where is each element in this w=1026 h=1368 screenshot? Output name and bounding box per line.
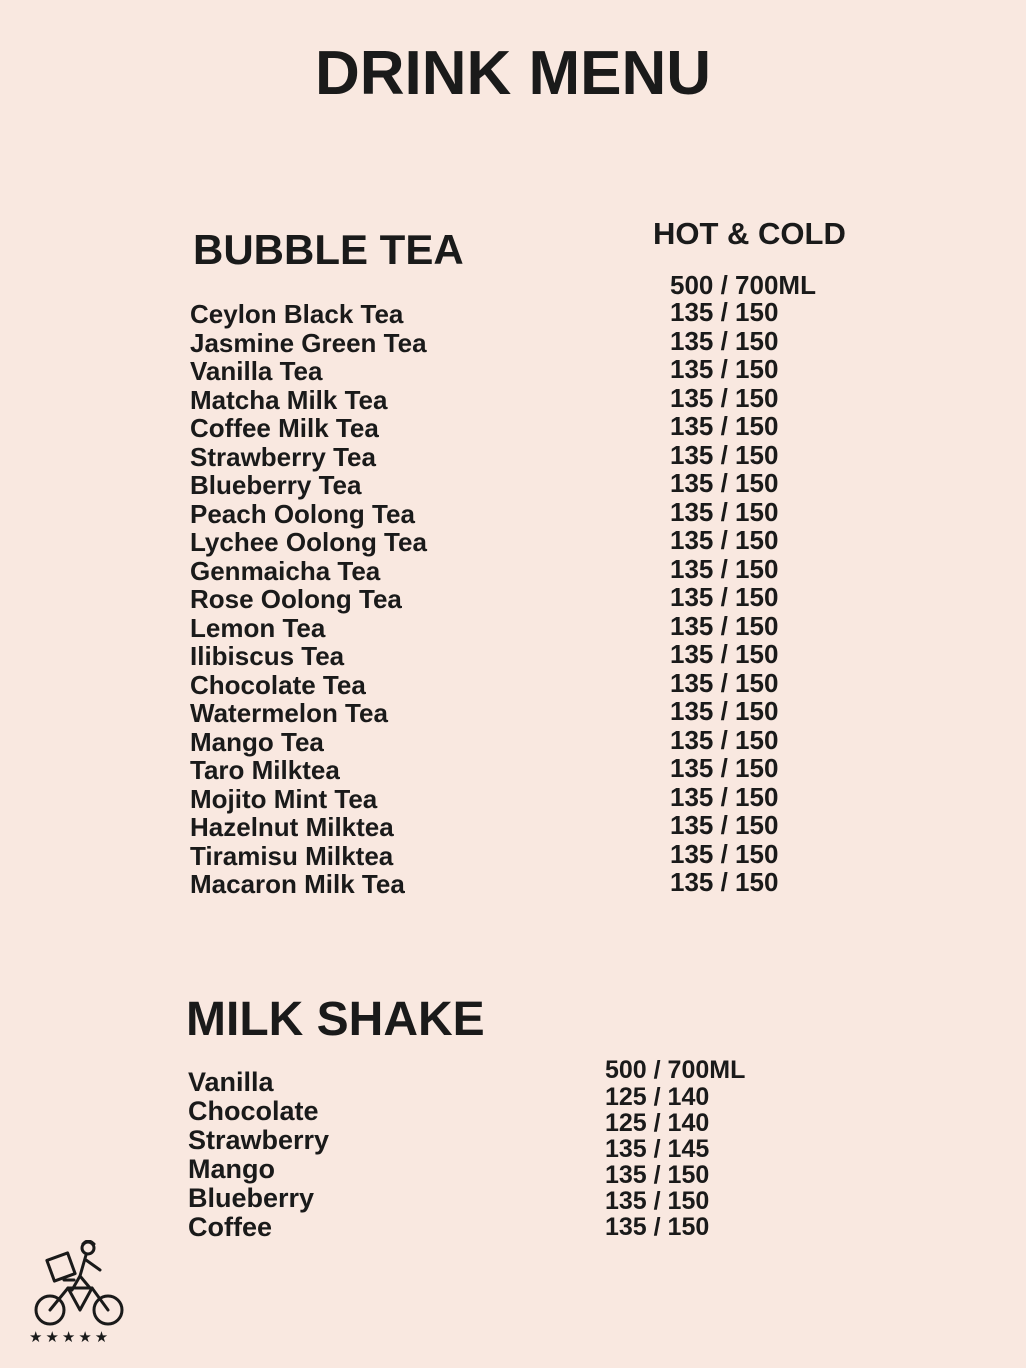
bubble-tea-price: 135 / 150: [670, 696, 779, 726]
bubble-tea-price: 135 / 150: [670, 297, 779, 327]
bubble-tea-name: Lychee Oolong Tea: [190, 527, 427, 557]
bubble-tea-name: Mango Tea: [190, 726, 324, 757]
bubble-tea-price: 135 / 150: [670, 753, 779, 783]
bubble-tea-name: Chocolate Tea: [190, 669, 366, 700]
bubble-tea-price: 135 / 150: [670, 468, 779, 498]
bubble-tea-name: Ilibiscus Tea: [190, 641, 345, 671]
bubble-tea-name: Macaron Milk Tea: [190, 869, 405, 899]
bubble-tea-price: 135 / 150: [670, 411, 779, 441]
bubble-tea-name-list: [190, 300, 427, 899]
milk-shake-price: 135 / 145: [605, 1135, 710, 1163]
milk-shake-price-list: [605, 1084, 709, 1240]
bubble-tea-price: 135 / 150: [670, 781, 779, 812]
bubble-tea-price: 135 / 150: [670, 553, 779, 584]
milk-shake-heading: MILK SHAKE: [186, 993, 485, 1046]
bubble-tea-price: 135 / 150: [670, 496, 779, 527]
milk-shake-price: 135 / 150: [605, 1187, 710, 1215]
bubble-tea-price: 135 / 150: [670, 354, 779, 384]
bubble-tea-name: Rose Oolong Tea: [190, 584, 402, 614]
milk-shake-size-label: 500 / 700ML: [605, 1056, 746, 1084]
bubble-tea-name: Vanilla Tea: [190, 356, 323, 386]
bubble-tea-price: 135 / 150: [670, 525, 779, 555]
bubble-tea-price: 135 / 150: [670, 867, 779, 897]
rating-stars: ★★★★★: [29, 1329, 112, 1346]
bubble-tea-name: Taro Milktea: [190, 755, 340, 785]
bubble-tea-name: Watermelon Tea: [190, 698, 388, 728]
bubble-tea-price: 135 / 150: [670, 724, 779, 755]
milk-shake-name: Coffee: [188, 1212, 273, 1242]
bubble-tea-name: Matcha Milk Tea: [190, 384, 388, 415]
bubble-tea-price: 135 / 150: [670, 439, 779, 470]
bubble-tea-heading: BUBBLE TEA: [193, 226, 464, 273]
hot-cold-header: HOT & COLD: [653, 216, 846, 251]
bubble-tea-name: Tiramisu Milktea: [190, 840, 394, 871]
milk-shake-price: 125 / 140: [605, 1083, 710, 1111]
milk-shake-name: Blueberry: [188, 1183, 315, 1213]
milk-shake-name-list: [188, 1068, 329, 1242]
bubble-tea-name: Peach Oolong Tea: [190, 498, 415, 529]
milk-shake-name: Mango: [188, 1154, 275, 1184]
milk-shake-name: Vanilla: [188, 1067, 274, 1097]
bubble-tea-price: 135 / 150: [670, 582, 779, 612]
bubble-tea-name: Lemon Tea: [190, 612, 326, 643]
milk-shake-price: 135 / 150: [605, 1161, 710, 1189]
bubble-tea-price: 135 / 150: [670, 325, 779, 356]
bubble-tea-price: 135 / 150: [670, 838, 779, 869]
bubble-tea-price: 135 / 150: [670, 639, 779, 669]
bubble-tea-price: 135 / 150: [670, 610, 779, 641]
bubble-tea-price: 135 / 150: [670, 667, 779, 698]
milk-shake-name: Chocolate: [188, 1096, 319, 1126]
bubble-tea-name: Mojito Mint Tea: [190, 783, 378, 814]
milk-shake-name: Strawberry: [188, 1125, 330, 1155]
bubble-tea-name: Blueberry Tea: [190, 470, 362, 500]
bubble-tea-name: Strawberry Tea: [190, 441, 376, 472]
bubble-tea-name: Ceylon Black Tea: [190, 299, 404, 329]
bubble-tea-name: Coffee Milk Tea: [190, 413, 379, 443]
bubble-tea-name: Jasmine Green Tea: [190, 327, 427, 358]
bubble-tea-name: Hazelnut Milktea: [190, 812, 394, 842]
bubble-tea-price-list: [670, 298, 778, 897]
milk-shake-price: 125 / 140: [605, 1109, 710, 1137]
bubble-tea-name: Genmaicha Tea: [190, 555, 381, 586]
page-title: DRINK MENU: [314, 39, 712, 108]
bubble-tea-price: 135 / 150: [670, 382, 779, 413]
milk-shake-price: 135 / 150: [605, 1213, 710, 1241]
bubble-tea-price: 135 / 150: [670, 810, 779, 840]
bubble-tea-size-label: 500 / 700ML: [670, 270, 816, 300]
